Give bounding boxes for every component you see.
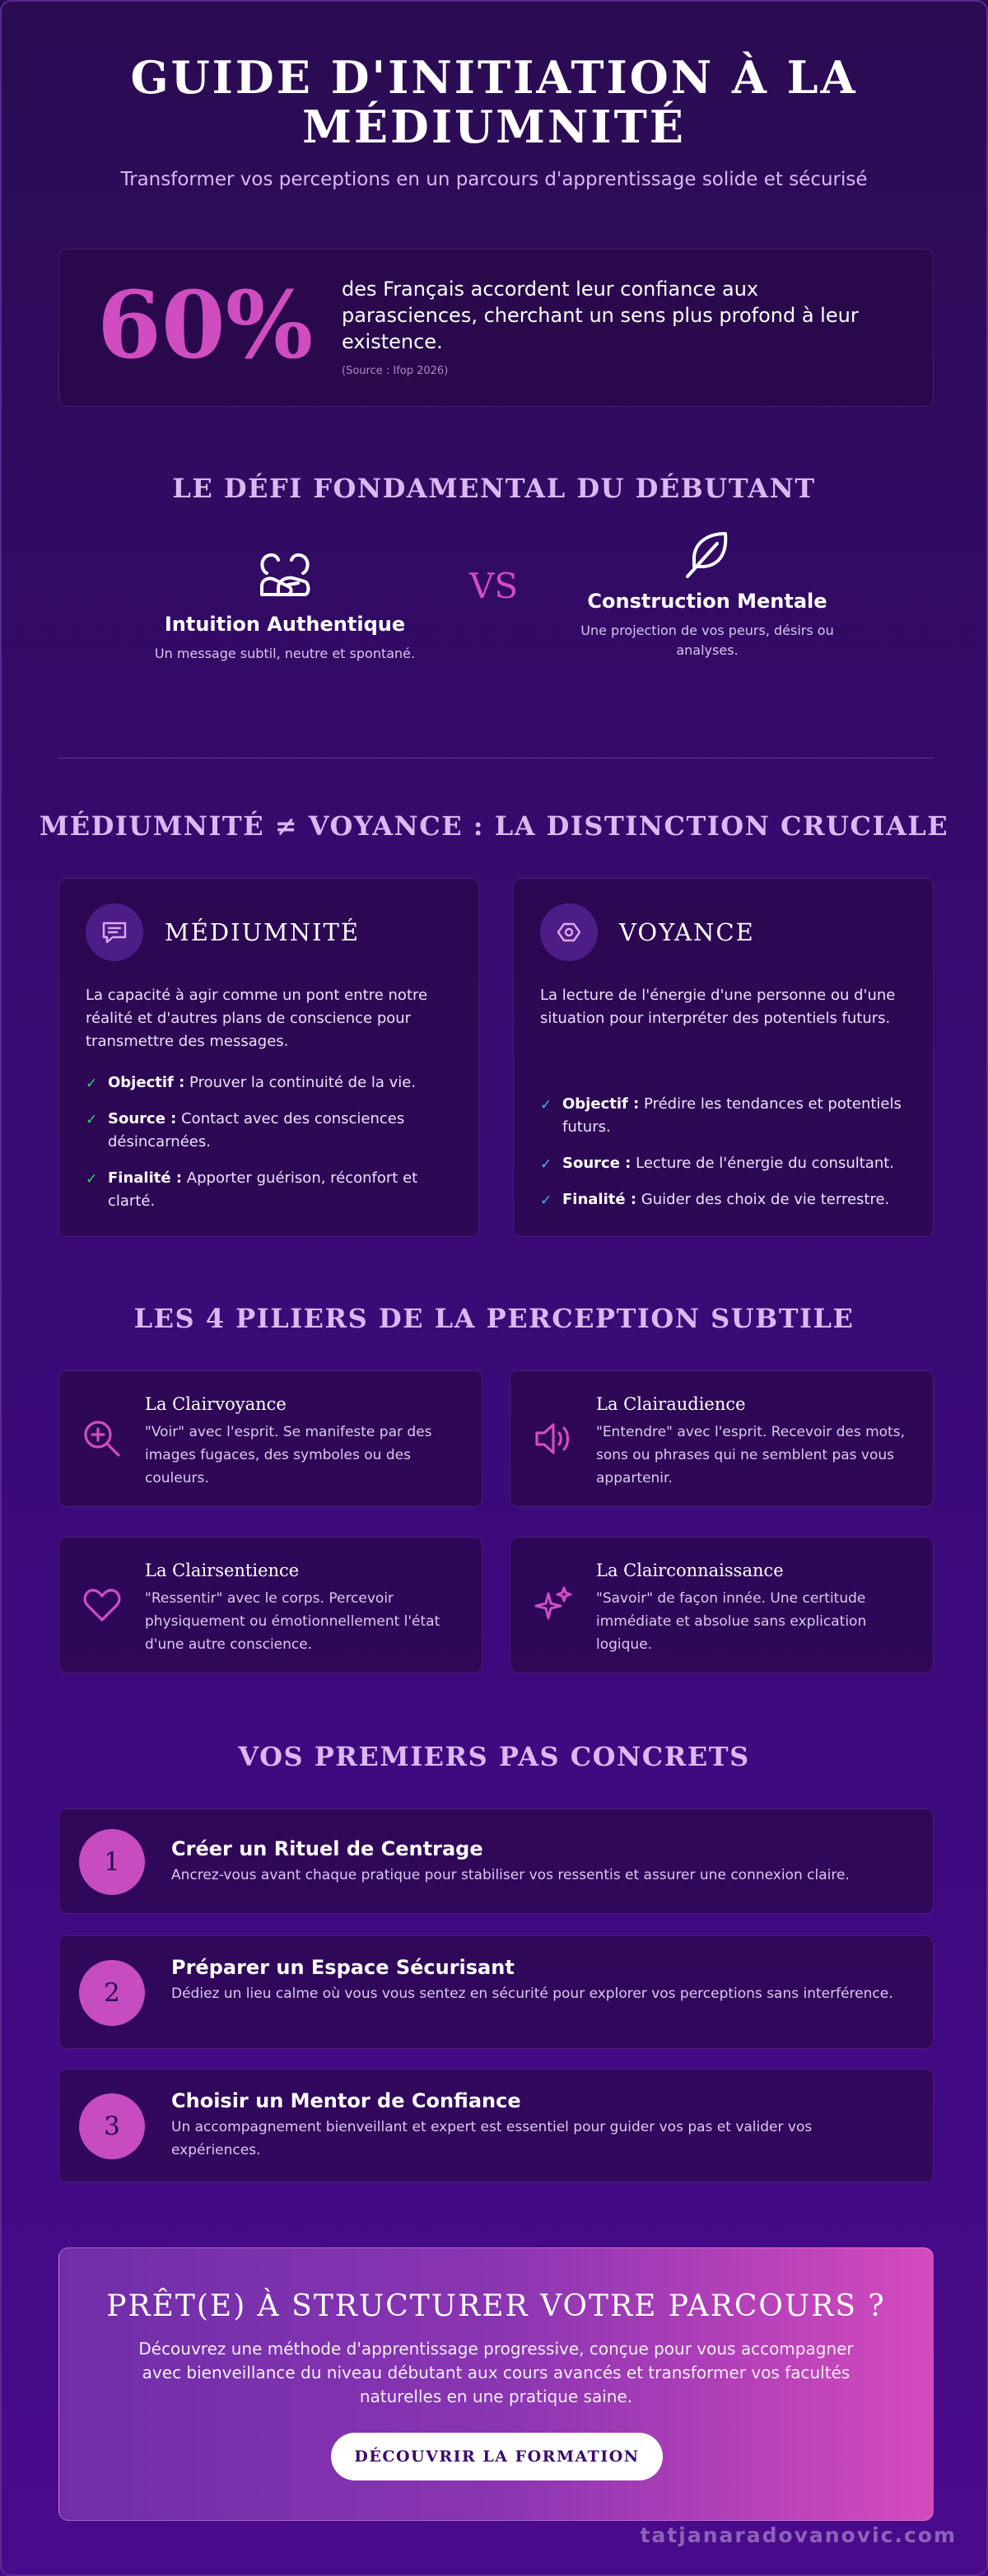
item-text: Lecture de l'énergie du consultant. bbox=[636, 1155, 895, 1172]
step-number: 2 bbox=[79, 1960, 145, 2026]
stat-box bbox=[58, 249, 934, 407]
item-label: Objectif : bbox=[562, 1095, 640, 1113]
step-number: 3 bbox=[79, 2093, 145, 2159]
check-icon: ✓ bbox=[540, 1192, 552, 1209]
step-desc: Ancrez-vous avant chaque pratique pour stabiliser vos ressentis et assurer une connexion claire. bbox=[171, 1867, 850, 1883]
item-label: Source : bbox=[108, 1110, 177, 1127]
pillar-desc: "Ressentir" avec le corps. Percevoir physiquement ou émotionnellement l'état d'une autre conscience. bbox=[145, 1590, 440, 1653]
pillar-title: La Clairvoyance bbox=[145, 1394, 287, 1414]
construction-desc: Une projection de vos peurs, désirs ou analyses. bbox=[580, 623, 834, 658]
check-icon: ✓ bbox=[86, 1112, 98, 1128]
speaker-icon bbox=[532, 1417, 575, 1460]
mediumnite-desc: La capacité à agir comme un pont entre notre réalité et d'autres plans de conscience pour transmettre des messages. bbox=[86, 987, 428, 1050]
pillar-title: La Clairconnaissance bbox=[596, 1561, 784, 1580]
list-item bbox=[540, 1188, 908, 1211]
steps-title: VOS PREMIERS PAS CONCRETS bbox=[238, 1741, 750, 1772]
list-item bbox=[540, 1093, 908, 1139]
voyance-card bbox=[513, 878, 934, 1237]
step-number: 1 bbox=[79, 1829, 145, 1895]
item-text: Contact avec des consciences désincarnées. bbox=[108, 1110, 405, 1150]
pillar-desc: "Voir" avec l'esprit. Se manifeste par des images fugaces, des symboles ou des couleurs. bbox=[145, 1424, 432, 1486]
page-subtitle: Transformer vos perceptions en un parcours d'apprentissage solide et sécurisé bbox=[120, 169, 868, 190]
stat-value: 60% bbox=[97, 272, 314, 380]
discover-training-button[interactable]: DÉCOUVRIR LA FORMATION bbox=[331, 2433, 663, 2480]
mediumnite-list bbox=[86, 1071, 454, 1226]
pillar-title: La Clairaudience bbox=[596, 1394, 746, 1414]
step-card bbox=[58, 1935, 934, 2049]
construction-column bbox=[563, 529, 851, 660]
item-label: Source : bbox=[562, 1155, 631, 1172]
voyance-title: VOYANCE bbox=[619, 918, 755, 946]
list-item bbox=[86, 1071, 454, 1094]
check-icon: ✓ bbox=[540, 1156, 552, 1173]
pillar-card-clairconnaissance bbox=[510, 1537, 934, 1673]
step-title: Choisir un Mentor de Confiance bbox=[171, 2089, 521, 2112]
pillar-card-clairaudience bbox=[510, 1370, 934, 1507]
step-card bbox=[58, 1808, 934, 1914]
pillar-desc: "Savoir" de façon innée. Une certitude immédiate et absolue sans explication logique. bbox=[596, 1590, 867, 1653]
item-label: Finalité : bbox=[562, 1191, 637, 1208]
step-title: Préparer un Espace Sécurisant bbox=[171, 1956, 515, 1979]
pillar-desc: "Entendre" avec l'esprit. Recevoir des mots, sons ou phrases qui ne semblent pas vous appartenir. bbox=[596, 1424, 905, 1486]
pillars-title: LES 4 PILIERS DE LA PERCEPTION SUBTILE bbox=[133, 1303, 855, 1334]
construction-title: Construction Mentale bbox=[587, 590, 827, 613]
eye-icon bbox=[540, 903, 598, 961]
step-desc: Un accompagnement bienveillant et expert est essentiel pour guider vos pas et valider vos expériences. bbox=[171, 2119, 813, 2158]
stat-source: (Source : Ifop 2026) bbox=[342, 365, 449, 377]
item-label: Finalité : bbox=[108, 1169, 183, 1187]
voyance-desc: La lecture de l'énergie d'une personne ou d'une situation pour interpréter des potentiels futurs. bbox=[540, 987, 896, 1027]
check-icon: ✓ bbox=[86, 1171, 98, 1188]
stat-text: des Français accordent leur confiance aux parasciences, cherchant un sens plus profond à leur existence. bbox=[342, 278, 859, 353]
item-text: Prédire les tendances et potentiels futurs. bbox=[562, 1095, 902, 1136]
check-icon: ✓ bbox=[540, 1097, 552, 1113]
distinction-title: MÉDIUMNITÉ ≠ VOYANCE : LA DISTINCTION CRUCIALE bbox=[39, 810, 949, 842]
check-icon: ✓ bbox=[86, 1076, 98, 1092]
sparkles-icon bbox=[532, 1584, 575, 1626]
item-text: Prouver la continuité de la vie. bbox=[189, 1074, 417, 1091]
pillar-title: La Clairsentience bbox=[145, 1561, 300, 1580]
challenge-title: LE DÉFI FONDAMENTAL DU DÉBUTANT bbox=[172, 473, 816, 504]
feather-icon bbox=[681, 529, 734, 581]
cta-banner bbox=[58, 2247, 934, 2521]
heart-icon bbox=[81, 1584, 124, 1626]
voyance-list bbox=[540, 1093, 908, 1225]
item-text: Guider des choix de vie terrestre. bbox=[641, 1191, 890, 1208]
intuition-desc: Un message subtil, neutre et spontané. bbox=[154, 646, 416, 661]
pillar-card-clairvoyance bbox=[58, 1370, 482, 1507]
mediumnite-title: MÉDIUMNITÉ bbox=[165, 918, 361, 946]
cta-title: PRÊT(E) À STRUCTURER VOTRE PARCOURS ? bbox=[106, 2289, 886, 2323]
item-text: Apporter guérison, réconfort et clarté. bbox=[108, 1169, 418, 1210]
mediumnite-header bbox=[86, 903, 360, 961]
page-title: GUIDE D'INITIATION À LA MÉDIUMNITÉ bbox=[130, 51, 858, 153]
footer-url[interactable]: tatjanaradovanovic.com bbox=[640, 2523, 957, 2547]
list-item bbox=[86, 1108, 454, 1154]
voyance-header bbox=[540, 903, 755, 961]
cta-text: Découvrez une méthode d'apprentissage progressive, conçue pour vous accompagner avec bienveillance du niveau débutant aux cours avancés et transformer vos facultés naturelles en une pratique saine. bbox=[138, 2339, 854, 2406]
list-item bbox=[540, 1152, 908, 1175]
intuition-column bbox=[145, 545, 425, 664]
chat-icon bbox=[86, 903, 143, 961]
item-label: Objectif : bbox=[108, 1074, 185, 1091]
mediumnite-card bbox=[58, 878, 479, 1237]
intuition-title: Intuition Authentique bbox=[164, 613, 406, 636]
vs-label: VS bbox=[469, 566, 519, 606]
step-title: Créer un Rituel de Centrage bbox=[171, 1837, 483, 1860]
list-item bbox=[86, 1167, 454, 1213]
magnifier-icon bbox=[81, 1417, 124, 1460]
step-desc: Dédiez un lieu calme où vous vous sentez en sécurité pour explorer vos perceptions sans interférence. bbox=[171, 1986, 893, 2002]
heart-hands-icon bbox=[255, 545, 315, 604]
step-card bbox=[58, 2069, 934, 2182]
pillar-card-clairsentience bbox=[58, 1537, 482, 1673]
